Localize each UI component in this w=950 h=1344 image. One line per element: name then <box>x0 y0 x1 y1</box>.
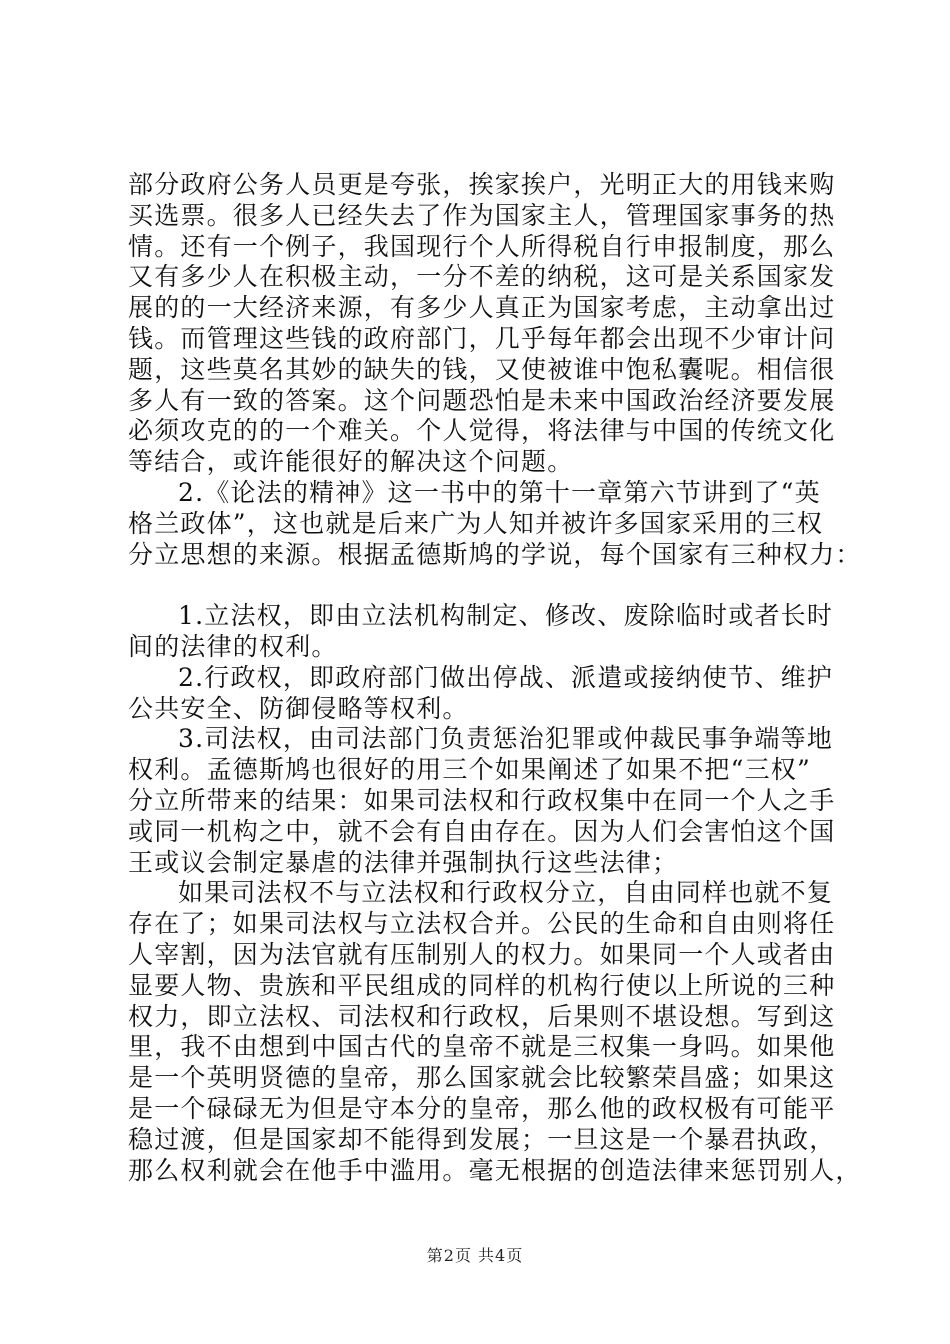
text-line: 稳过渡，但是国家却不能得到发展；一旦这是一个暴君执政， <box>128 1124 836 1154</box>
text-line: 又有多少人在积极主动，一分不差的纳税，这可是关系国家发 <box>128 262 836 292</box>
text-line: 部分政府公务人员更是夸张，挨家挨户，光明正大的用钱来购 <box>128 170 836 199</box>
text-line: 是一个英明贤德的皇帝，那么国家就会比较繁荣昌盛；如果这 <box>128 1063 836 1093</box>
text-line: 多人有一致的答案。这个问题恐怕是未来中国政治经济要发展 <box>128 385 836 415</box>
page-footer: 第2页 共4页 <box>426 1246 524 1265</box>
blank-line <box>128 570 833 601</box>
paragraph-start-line: 2.行政权，即政府部门做出停战、派遣或接纳使节、维护 <box>178 662 834 692</box>
text-line: 或同一机构之中，就不会有自由存在。因为人们会害怕这个国 <box>128 816 836 846</box>
text-line: 必须攻克的的一个难关。个人觉得，将法律与中国的传统文化 <box>128 416 836 446</box>
paragraph-start-line: 如果司法权不与立法权和行政权分立，自由同样也就不复 <box>178 878 834 908</box>
text-line: 公共安全、防御侵略等权利。 <box>128 693 469 723</box>
text-line: 显要人物、贵族和平民组成的同样的机构行使以上所说的三种 <box>128 970 836 1000</box>
paragraph-start-line: 1.立法权，即由立法机构制定、修改、废除临时或者长时 <box>178 601 834 631</box>
text-line: 王或议会制定暴虐的法律并强制执行这些法律； <box>128 847 679 877</box>
text-line: 分立思想的来源。根据孟德斯鸠的学说，每个国家有三种权力： <box>128 539 862 569</box>
text-line: 题，这些莫名其妙的缺失的钱，又使被谁中饱私囊呢。相信很 <box>128 354 836 384</box>
document-body <box>128 170 862 1186</box>
text-line: 那么权利就会在他手中滥用。毫无根据的创造法律来惩罚别人， <box>128 1155 862 1185</box>
paragraph-start-line: 2.《论法的精神》这一书中的第十一章第六节讲到了“英 <box>178 477 821 507</box>
text-line: 等结合，或许能很好的解决这个问题。 <box>128 447 574 477</box>
text-line: 买选票。很多人已经失去了作为国家主人，管理国家事务的热 <box>128 200 836 230</box>
text-line: 权力，即立法权、司法权和行政权，后果则不堪设想。写到这 <box>128 1001 836 1031</box>
text-line: 是一个碌碌无为但是守本分的皇帝，那么他的政权极有可能平 <box>128 1093 836 1123</box>
text-line: 间的法律的权利。 <box>128 631 338 661</box>
text-line: 里，我不由想到中国古代的皇帝不就是三权集一身吗。如果他 <box>128 1032 836 1062</box>
text-line: 格兰政体”，这也就是后来广为人知并被许多国家采用的三权 <box>128 508 824 538</box>
text-line: 情。还有一个例子，我国现行个人所得税自行申报制度，那么 <box>128 231 836 261</box>
text-line: 展的的一大经济来源，有多少人真正为国家考虑，主动拿出过 <box>128 293 836 323</box>
paragraph-start-line: 3.司法权，由司法部门负责惩治犯罪或仲裁民事争端等地 <box>178 724 834 754</box>
text-line: 分立所带来的结果：如果司法权和行政权集中在同一个人之手 <box>128 785 836 815</box>
text-line: 权利。孟德斯鸠也很好的用三个如果阐述了如果不把“三权” <box>128 755 811 785</box>
text-line: 存在了；如果司法权与立法权合并。公民的生命和自由则将任 <box>128 909 836 939</box>
text-line: 人宰割，因为法官就有压制别人的权力。如果同一个人或者由 <box>128 939 836 969</box>
text-line: 钱。而管理这些钱的政府部门，几乎每年都会出现不少审计问 <box>128 323 836 353</box>
